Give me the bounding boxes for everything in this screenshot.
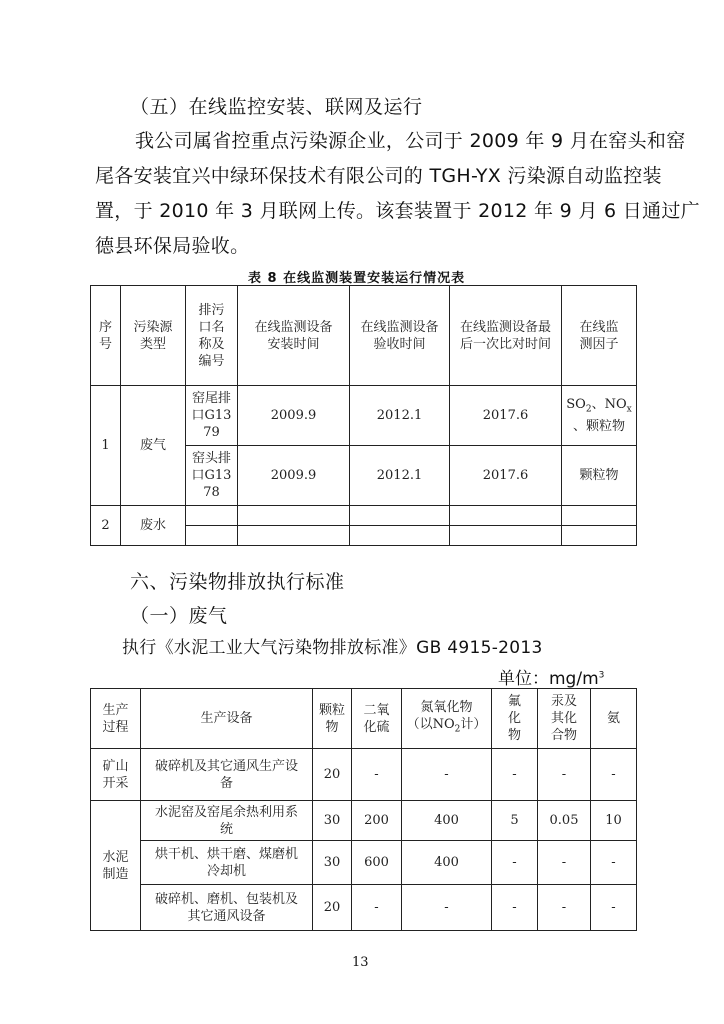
header-fluoride: 氟化物: [492, 689, 538, 749]
cell-process: 水泥制造: [91, 801, 141, 931]
cell-so2: -: [352, 885, 402, 931]
cell-install: 2009.9: [238, 386, 350, 446]
cell-ammonia: 10: [591, 801, 637, 841]
header-mercury: 汞及其化合物: [538, 689, 591, 749]
cell-source-type: 废水: [121, 506, 186, 546]
paragraph-line: 置，于 2010 年 3 月联网上传。该套装置于 2012 年 9 月 6 日通过广: [95, 200, 700, 222]
cell-empty: [350, 506, 450, 526]
cell-mercury: -: [538, 841, 591, 885]
cell-ammonia: -: [591, 841, 637, 885]
header-install-time: 在线监测设备安装时间: [238, 286, 350, 386]
paragraph-line: 德县环保局验收。: [95, 235, 250, 257]
cell-nox: -: [402, 885, 492, 931]
monitoring-paragraph: [95, 124, 700, 264]
cell-mercury: -: [538, 885, 591, 931]
cell-source-type: 废气: [121, 386, 186, 506]
cell-so2: 200: [352, 801, 402, 841]
cell-pm: 30: [313, 841, 352, 885]
cell-mercury: -: [538, 749, 591, 801]
cell-last: 2017.6: [450, 386, 562, 446]
table-online-monitoring: [90, 285, 637, 546]
header-ammonia: 氨: [591, 689, 637, 749]
header-equipment: 生产设备: [141, 689, 313, 749]
cell-so2: -: [352, 749, 402, 801]
paragraph-line: 尾各安装宜兴中绿环保技术有限公司的 TGH-YX 污染源自动监控装: [95, 165, 662, 187]
cell-nox: -: [402, 749, 492, 801]
header-process: 生产过程: [91, 689, 141, 749]
cell-pm: 20: [313, 749, 352, 801]
cell-outlet: 窑尾排口G1379: [186, 386, 238, 446]
cell-empty: [350, 526, 450, 546]
table-emission-limits: [90, 688, 637, 931]
cell-seq: 2: [91, 506, 121, 546]
cell-equipment: 水泥窑及窑尾余热利用系统: [141, 801, 313, 841]
cell-nox: 400: [402, 801, 492, 841]
cell-equipment: 破碎机、磨机、包装机及其它通风设备: [141, 885, 313, 931]
subsection-heading-exhaust: （一）废气: [130, 605, 228, 627]
table-row: [91, 749, 637, 801]
cell-outlet: 窑头排口G1378: [186, 446, 238, 506]
cell-fluoride: -: [492, 885, 538, 931]
table-row: [91, 885, 637, 931]
header-so2: 二氧化硫: [352, 689, 402, 749]
standard-reference: 执行《水泥工业大气污染物排放标准》GB 4915-2013: [122, 638, 543, 658]
header-source-type: 污染源类型: [121, 286, 186, 386]
cell-empty: [238, 506, 350, 526]
page-number: 13: [352, 955, 369, 970]
cell-last: 2017.6: [450, 446, 562, 506]
header-pm: 颗粒物: [313, 689, 352, 749]
cell-equipment: 破碎机及其它通风生产设备: [141, 749, 313, 801]
section-heading-emission-standard: 六、污染物排放执行标准: [130, 571, 345, 593]
cell-so2: 600: [352, 841, 402, 885]
header-accept-time: 在线监测设备验收时间: [350, 286, 450, 386]
table8-caption: 表 8 在线监测装置安装运行情况表: [248, 271, 466, 286]
cell-fluoride: 5: [492, 801, 538, 841]
cell-accept: 2012.1: [350, 446, 450, 506]
cell-factor: $SO_2$、$NO_x$ 、颗粒物: [562, 386, 637, 446]
cell-empty: [186, 526, 238, 546]
table-row: [91, 801, 637, 841]
cell-factor: 颗粒物: [562, 446, 637, 506]
cell-fluoride: -: [492, 841, 538, 885]
cell-empty: [562, 506, 637, 526]
cell-install: 2009.9: [238, 446, 350, 506]
table8-header-row: [91, 286, 637, 386]
cell-ammonia: -: [591, 885, 637, 931]
header-nox: 氮氧化物 （以$NO_2$计）: [402, 689, 492, 749]
cell-process: 矿山开采: [91, 749, 141, 801]
cell-fluoride: -: [492, 749, 538, 801]
header-outlet: 排污口名称及编号: [186, 286, 238, 386]
table-row: [91, 506, 637, 526]
header-factor: 在线监测因子: [562, 286, 637, 386]
cell-empty: [186, 506, 238, 526]
cell-accept: 2012.1: [350, 386, 450, 446]
header-seq: 序号: [91, 286, 121, 386]
table-row: [91, 386, 637, 446]
table-row: [91, 841, 637, 885]
cell-ammonia: -: [591, 749, 637, 801]
cell-seq: 1: [91, 386, 121, 506]
header-last-compare-time: 在线监测设备最后一次比对时间: [450, 286, 562, 386]
cell-nox: 400: [402, 841, 492, 885]
cell-pm: 20: [313, 885, 352, 931]
cell-mercury: 0.05: [538, 801, 591, 841]
unit-label: 单位：$mg/m^3$: [498, 669, 605, 689]
cell-empty: [238, 526, 350, 546]
cell-empty: [450, 526, 562, 546]
cell-equipment: 烘干机、烘干磨、煤磨机冷却机: [141, 841, 313, 885]
section-heading-online-monitoring: （五）在线监控安装、联网及运行: [130, 96, 423, 118]
table9-header-row: [91, 689, 637, 749]
cell-empty: [562, 526, 637, 546]
cell-pm: 30: [313, 801, 352, 841]
cell-empty: [450, 506, 562, 526]
paragraph-line: 我公司属省控重点污染源企业，公司于 2009 年 9 月在窑头和窑: [135, 130, 686, 152]
